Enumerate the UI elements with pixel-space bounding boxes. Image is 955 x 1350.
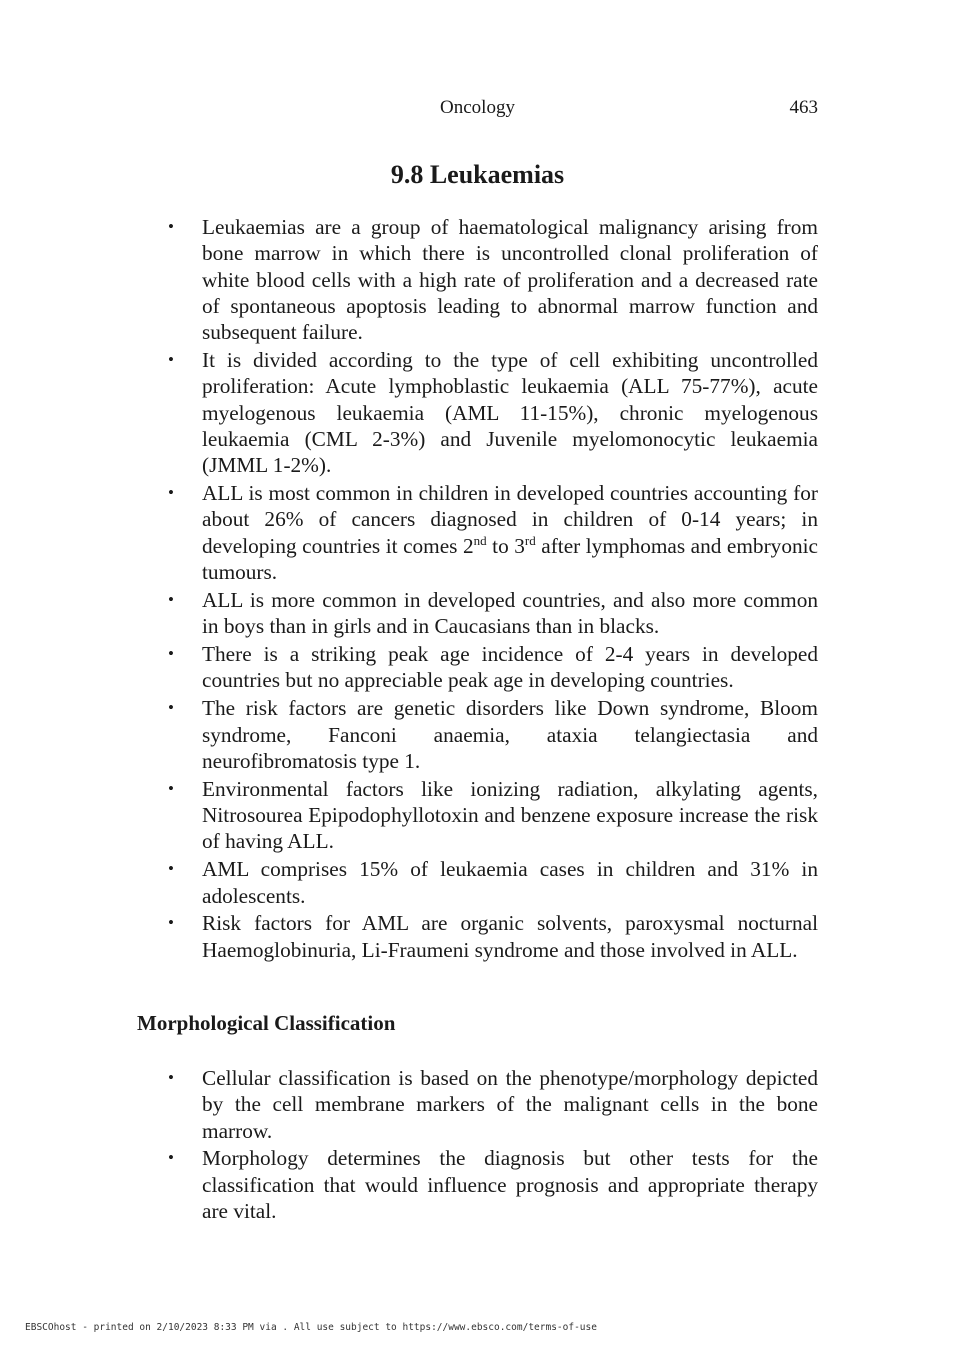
list-item: [168, 1145, 818, 1224]
morphological-bullet-list: [168, 1065, 818, 1226]
list-item: [168, 480, 818, 585]
list-item-text: There is a striking peak age incidence of 2-4 years in developed countries but no appreciable peak age in developing countries.: [202, 642, 818, 693]
bullet-icon: •: [168, 1068, 174, 1087]
list-item: [168, 214, 818, 345]
ordinal-suffix: rd: [524, 532, 536, 548]
running-title: Oncology: [440, 97, 515, 118]
list-item-text: It is divided according to the type of cell exhibiting uncontrolled proliferation: Acute lymphoblastic leukaemia (ALL 75-77%), acute myelogenous leukaemia (AML 11-15%), chronic myelogenous leukaemia (CML 2-3%) and Juvenile myelomonocytic leukaemia (JMML 1-2%).: [202, 348, 818, 478]
list-item-text: ALL is more common in developed countries, and also more common in boys than in girls and in Caucasians than in blacks.: [202, 587, 818, 639]
leukaemia-bullet-list: [168, 214, 818, 965]
print-footer: EBSCOhost - printed on 2/10/2023 8:33 PM via . All use subject to https://www.ebsco.com/terms-of-use: [25, 1322, 597, 1333]
bullet-icon: •: [168, 217, 174, 236]
bullet-icon: •: [168, 778, 174, 798]
list-item-text-part: to 3: [486, 533, 525, 558]
bullet-icon: •: [168, 483, 174, 503]
list-item: [168, 641, 818, 694]
list-item-text: Environmental factors like ionizing radiation, alkylating agents, Nitrosourea Epipodophyllotoxin and benzene exposure increase the risk of having ALL.: [202, 776, 818, 854]
bullet-icon: •: [168, 1148, 174, 1168]
list-item-text: Cellular classification is based on the phenotype/morphology depicted by the cell membrane markers of the malignant cells in the bone marrow.: [202, 1066, 818, 1143]
morphological-classification-heading: Morphological Classification: [137, 1011, 396, 1035]
bullet-icon: •: [168, 350, 174, 370]
section-title: 9.8 Leukaemias: [390, 160, 565, 189]
list-item: [168, 695, 818, 774]
list-item-text: Leukaemias are a group of haematological malignancy arising from bone marrow in which there is uncontrolled clonal proliferation of white blood cells with a high rate of proliferation and a decreased rate of spontaneous apoptosis leading to abnormal marrow function and subsequent failure.: [202, 215, 818, 345]
list-item-text-part: after lymphomas and embryonic tumours.: [202, 533, 818, 585]
list-item: [168, 587, 818, 640]
bullet-icon: •: [168, 913, 174, 933]
running-header: [0, 97, 955, 123]
ordinal-suffix: nd: [473, 532, 487, 548]
page-number: 463: [789, 97, 818, 118]
list-item-text: The risk factors are genetic disorders like Down syndrome, Bloom syndrome, Fanconi anaemia, ataxia telangiectasia and neurofibromatosis type 1.: [202, 696, 818, 773]
bullet-icon: •: [168, 644, 174, 664]
bullet-icon: •: [168, 589, 174, 609]
bullet-icon: •: [168, 859, 174, 879]
list-item-text: AML comprises 15% of leukaemia cases in children and 31% in adolescents.: [202, 857, 818, 908]
list-item-text: [202, 481, 818, 584]
bullet-icon: •: [168, 698, 174, 718]
list-item: [168, 1065, 818, 1144]
list-item: [168, 776, 818, 855]
list-item: [168, 347, 818, 478]
list-item-text: Risk factors for AML are organic solvents, paroxysmal nocturnal Haemoglobinuria, Li-Fraumeni syndrome and those involved in ALL.: [202, 911, 818, 962]
list-item-text: Morphology determines the diagnosis but other tests for the classification that would influence prognosis and appropriate therapy are vital.: [202, 1146, 818, 1224]
list-item: [168, 910, 818, 963]
list-item: [168, 856, 818, 909]
list-item-text-part: ALL is most common in children in developed countries accounting for about 26% of cancers diagnosed in children of 0-14 years; in developing countries it comes 2: [202, 481, 818, 558]
